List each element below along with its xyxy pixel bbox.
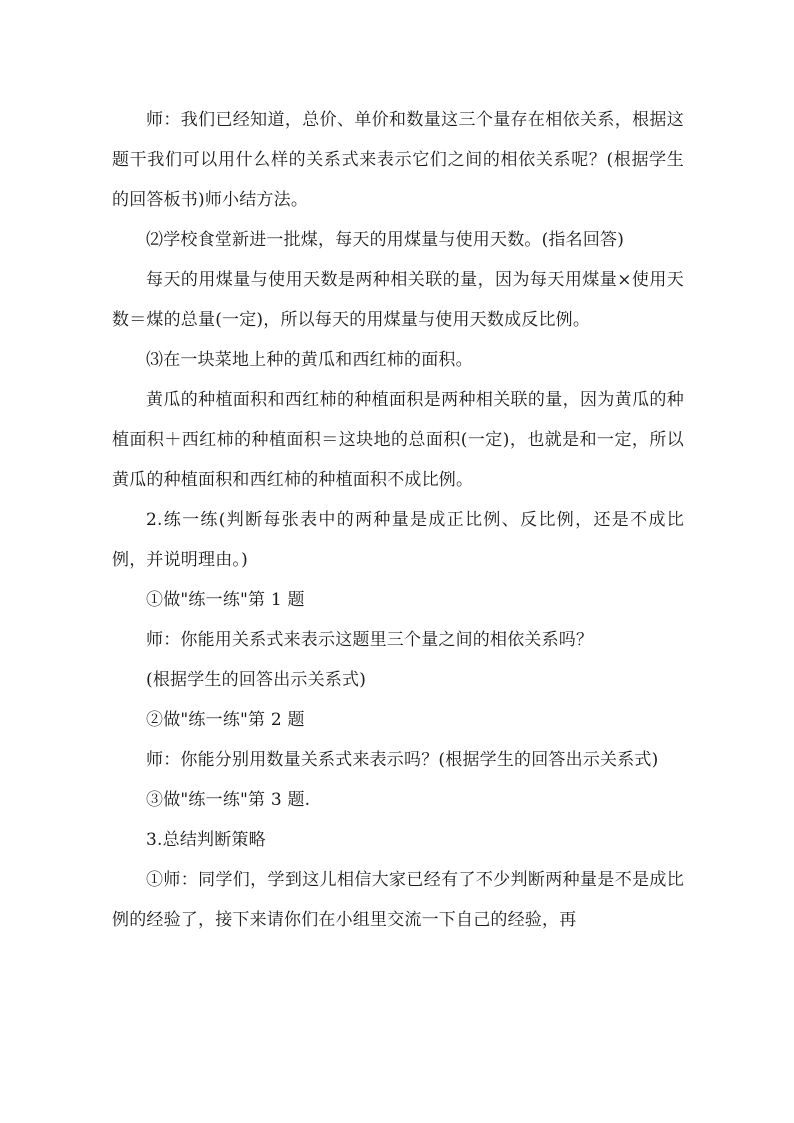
paragraph-practice-1: ①做"练一练"第 1 题 <box>146 590 305 610</box>
document-body <box>112 100 684 940</box>
paragraph-coal-answer: 每天的用煤量与使用天数是两种相关联的量，因为每天用煤量×使用天数＝煤的总量(一定)，所以每天的用煤量与使用天数成反比例。 <box>112 270 684 330</box>
paragraph-summary-heading: 3.总结判断策略 <box>146 830 266 850</box>
paragraph-teacher-question-2: 师：你能分别用数量关系式来表示吗？(根据学生的回答出示关系式) <box>146 750 659 770</box>
paragraph-practice-3: ③做"练一练"第 3 题. <box>146 790 311 810</box>
paragraph-show-relation: (根据学生的回答出示关系式) <box>146 670 367 690</box>
paragraph-summary-teacher: ①师：同学们，学到这儿相信大家已经有了不少判断两种量是不是成比例的经验了，接下来请你们在小组里交流一下自己的经验，再 <box>112 870 684 930</box>
paragraph-teacher-intro: 师：我们已经知道，总价、单价和数量这三个量存在相依关系，根据这题干我们可以用什么样的关系式来表示它们之间的相依关系呢？(根据学生的回答板书)师小结方法。 <box>112 110 684 210</box>
paragraph-coal-question: ⑵学校食堂新进一批煤，每天的用煤量与使用天数。(指名回答) <box>146 230 625 250</box>
paragraph-teacher-question-1: 师：你能用关系式来表示这题里三个量之间的相依关系吗？ <box>146 630 594 650</box>
paragraph-garden-question: ⑶在一块菜地上种的黄瓜和西红柿的面积。 <box>146 350 473 370</box>
paragraph-practice-2: ②做"练一练"第 2 题 <box>146 710 305 730</box>
paragraph-practice-heading: 2.练一练(判断每张表中的两种量是成正比例、反比例，还是不成比例，并说明理由。) <box>112 510 684 570</box>
paragraph-garden-answer: 黄瓜的种植面积和西红柿的种植面积是两种相关联的量，因为黄瓜的种植面积＋西红柿的种植面积＝这块地的总面积(一定)，也就是和一定，所以黄瓜的种植面积和西红柿的种植面积不成比例。 <box>112 390 684 490</box>
